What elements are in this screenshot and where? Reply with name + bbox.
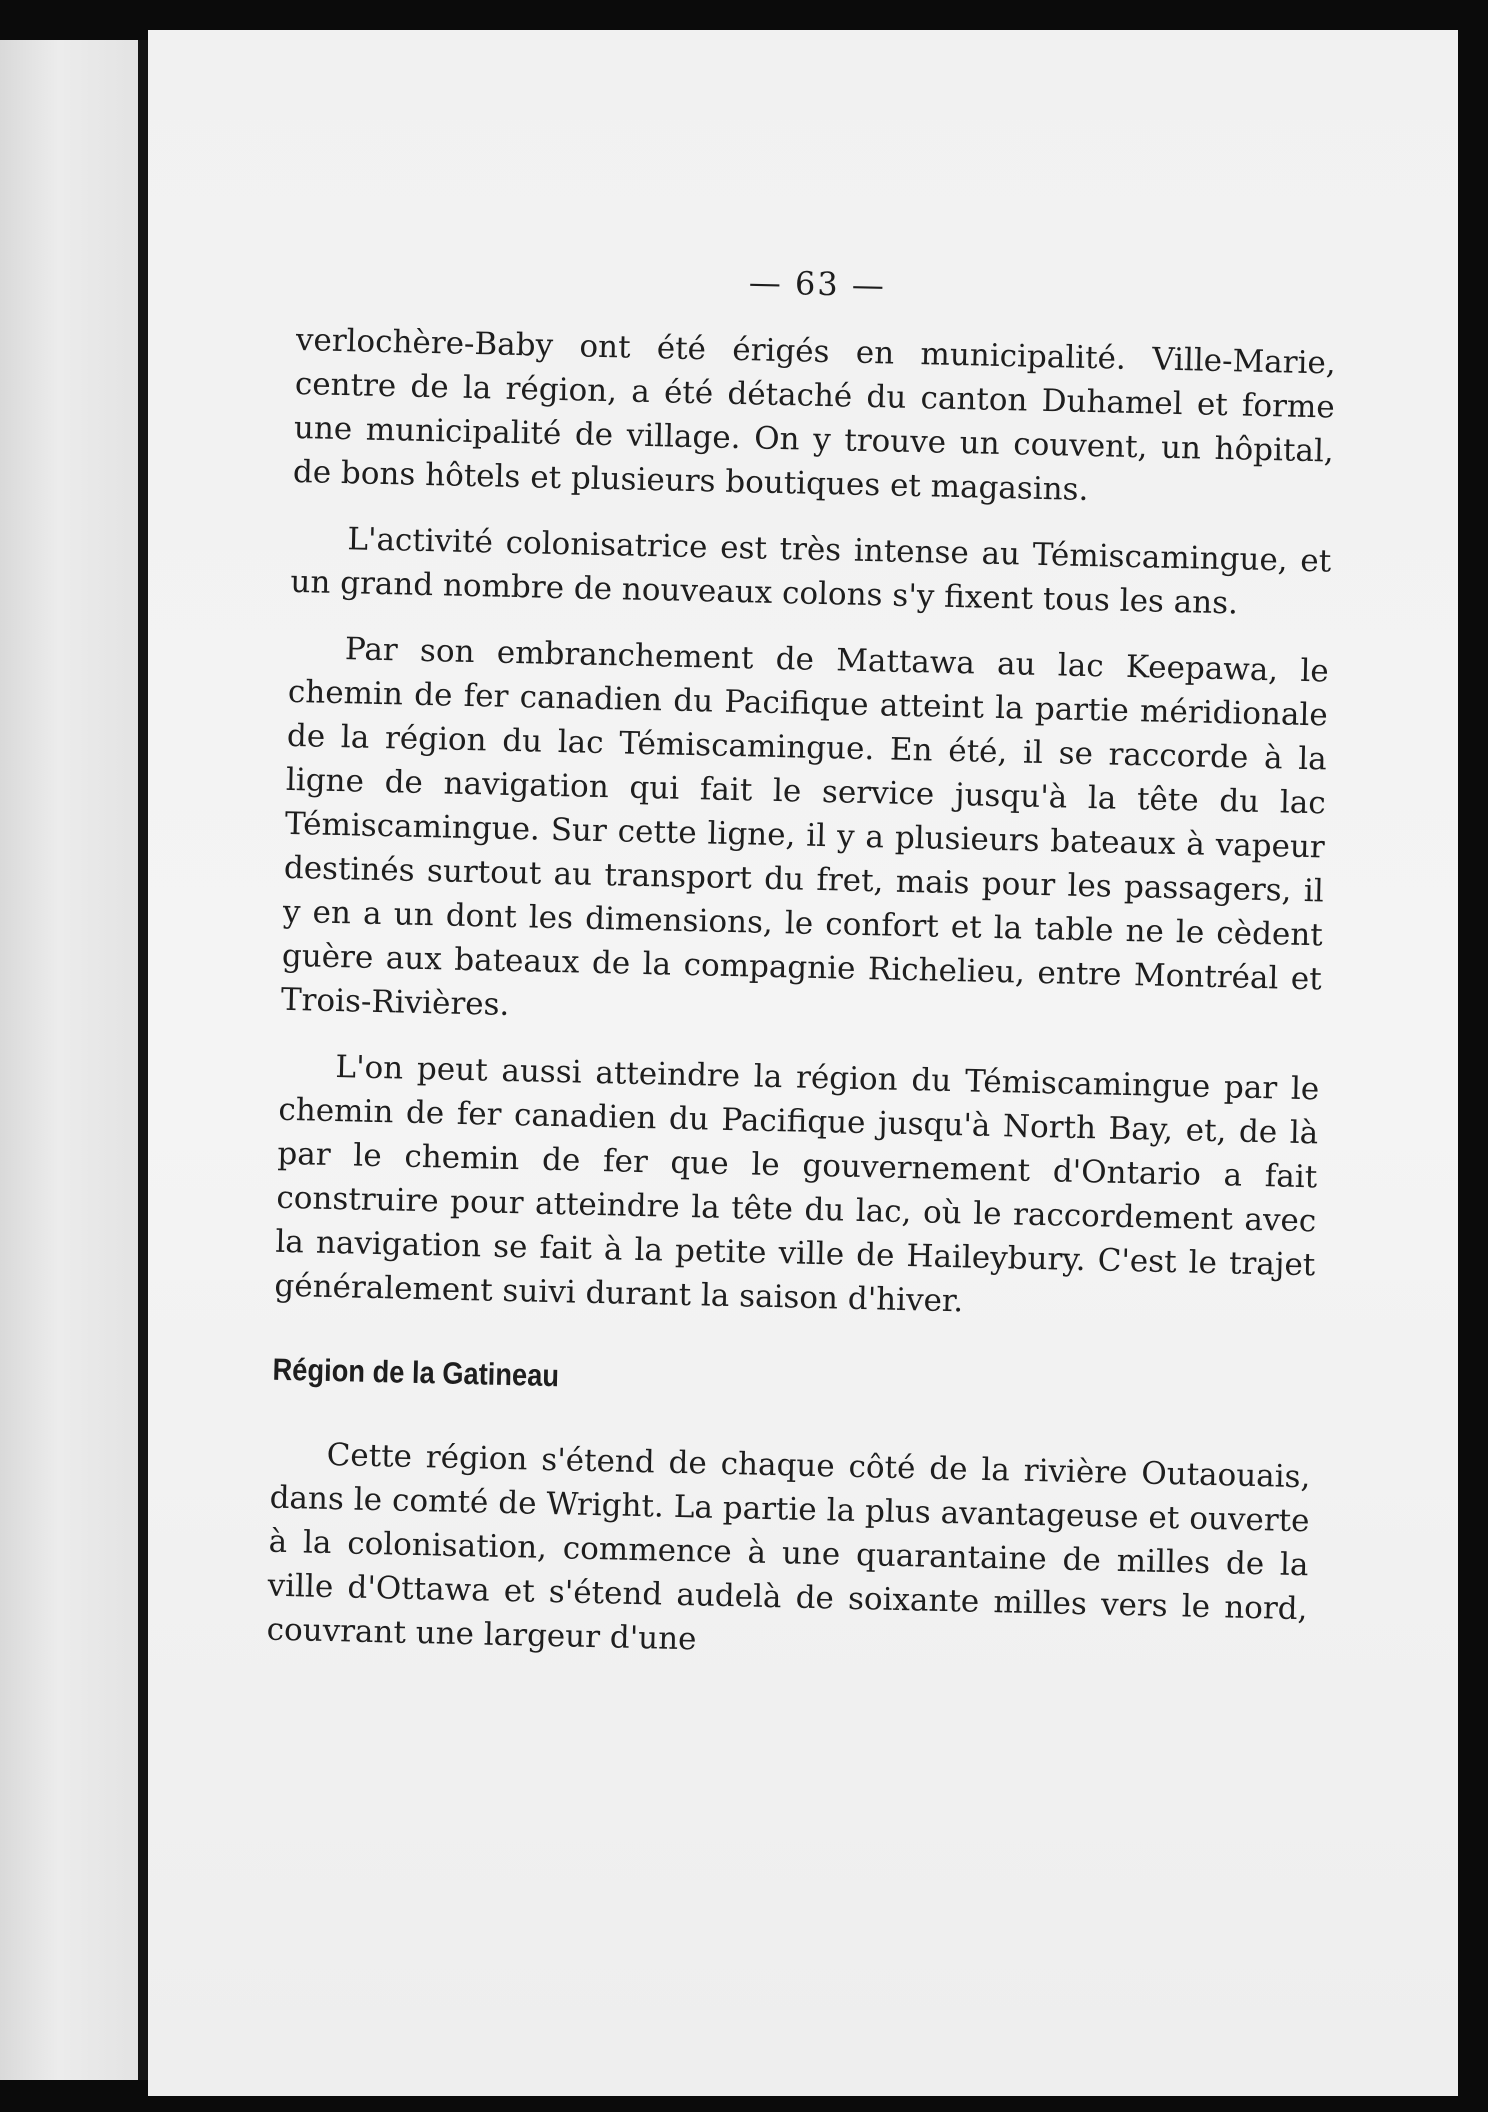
previous-page-edge bbox=[0, 40, 146, 2080]
right-scan-border bbox=[1458, 0, 1488, 2112]
paragraph-4: L'on peut aussi atteindre la région du Témiscamingue par le chemin de fer canadien du Pacifique jusqu'à North Bay, et, de là par le chemin de fer que le gouvernement d'Ontario a fait construire pour atteindre la tête du lac, où le raccordement avec la navigation se fait à la petite ville de Haileybury. C'est le trajet généralement suivi durant la saison d'hiver. bbox=[274, 1049, 1320, 1320]
page-number: — 63 — bbox=[748, 263, 887, 305]
book-page bbox=[148, 30, 1468, 2096]
section-heading: Région de la Gatineau bbox=[272, 1351, 560, 1394]
page-gutter-shadow bbox=[138, 40, 148, 2080]
paragraph-2: L'activité colonisatrice est très intense au Témiscamingue, et un grand nombre de nouveaux colons s'y fixent tous les ans. bbox=[290, 521, 1332, 622]
paragraph-3: Par son embranchement de Mattawa au lac Keepawa, le chemin de fer canadien du Pacifique atteint la partie méridionale de la région du lac Témiscamingue. En été, il se raccorde à la ligne de navigation qui fait le service jusqu'à la tête du lac Témiscamingue. Sur cette ligne, il y a plusieurs bateaux à vapeur destinés surtout au transport du fret, mais pour les passagers, il y en a un dont les dimensions, le confort et la table ne le cèdent guère aux bateaux de la compagnie Richelieu, entre Montréal et Trois-Rivières. bbox=[280, 631, 1330, 1023]
paragraph-1: verlochère-Baby ont été érigés en municipalité. Ville-Marie, centre de la région, a été détaché du canton Duhamel et forme une municipalité de village. On y trouve un couvent, un hôpital, de bons hôtels et plusieurs boutiques et magasins. bbox=[292, 321, 1337, 508]
page-text-block bbox=[266, 250, 1338, 1697]
section-paragraph: Cette région s'étend de chaque côté de la rivière Outaouais, dans le comté de Wright. La partie la plus avantageuse et ouverte à la colonisation, commence à une quarantaine de milles de la ville d'Ottawa et s'étend audelà de soixante milles vers le nord, couvrant une largeur d'une bbox=[266, 1436, 1311, 1658]
